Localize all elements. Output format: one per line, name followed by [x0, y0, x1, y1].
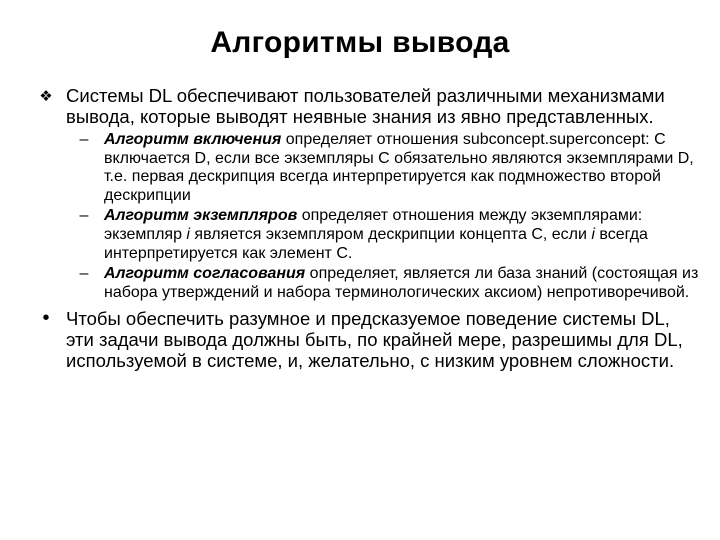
- sub-item-text: определяет, является ли база знаний (состоящая из набора утверждений и набора терминологических аксиом) непротиворечивой.: [104, 265, 699, 301]
- bullet-text: Чтобы обеспечить разумное и предсказуемое поведение системы DL, эти задачи вывода должны быть, по крайней мере, разрешимы для DL, используемой в системе, и, желательно, с низким уровнем сложности.: [66, 308, 683, 372]
- term-instances: Алгоритм экземпляров: [104, 207, 298, 225]
- term-consistency: Алгоритм согласования: [104, 265, 306, 283]
- diamond-bullet-icon: ❖: [39, 88, 53, 105]
- term-subsumption: Алгоритм включения: [104, 131, 282, 148]
- slide-body: [34, 85, 699, 375]
- slide-title: Алгоритмы вывода: [210, 26, 510, 59]
- variable-i: i: [186, 225, 190, 243]
- dot-bullet-icon: •: [42, 307, 50, 330]
- dash-bullet-icon: –: [79, 207, 89, 225]
- sub-item-consistency: [34, 265, 699, 302]
- bullet-text: Системы DL обеспечивают пользователей различными механизмами вывода, которые выводят неявные знания из явно представленных.: [66, 85, 665, 127]
- sub-item-text: определяет отношения между экземплярами: экземпляр: [104, 207, 643, 243]
- sub-item-subsumption: [34, 131, 699, 205]
- sub-item-text: является экземпляром дескрипции концепта C, если: [189, 225, 592, 243]
- dash-bullet-icon: –: [79, 131, 89, 148]
- bullet-item-dl-inference: [34, 85, 699, 127]
- sub-item-text: определяет отношения subconcept.superconcept: C включается D, если все экземпляры C обязательно являются экземплярами D, т.е. первая дескрипция всегда интерпретируется как подмножество второй дескрипции: [104, 131, 694, 204]
- variable-i: i: [591, 225, 595, 243]
- sub-item-text: всегда интерпретируется как элемент C.: [104, 225, 648, 262]
- bullet-item-decidability: [34, 308, 699, 371]
- dash-bullet-icon: –: [79, 265, 89, 283]
- sub-item-instances: [34, 207, 699, 263]
